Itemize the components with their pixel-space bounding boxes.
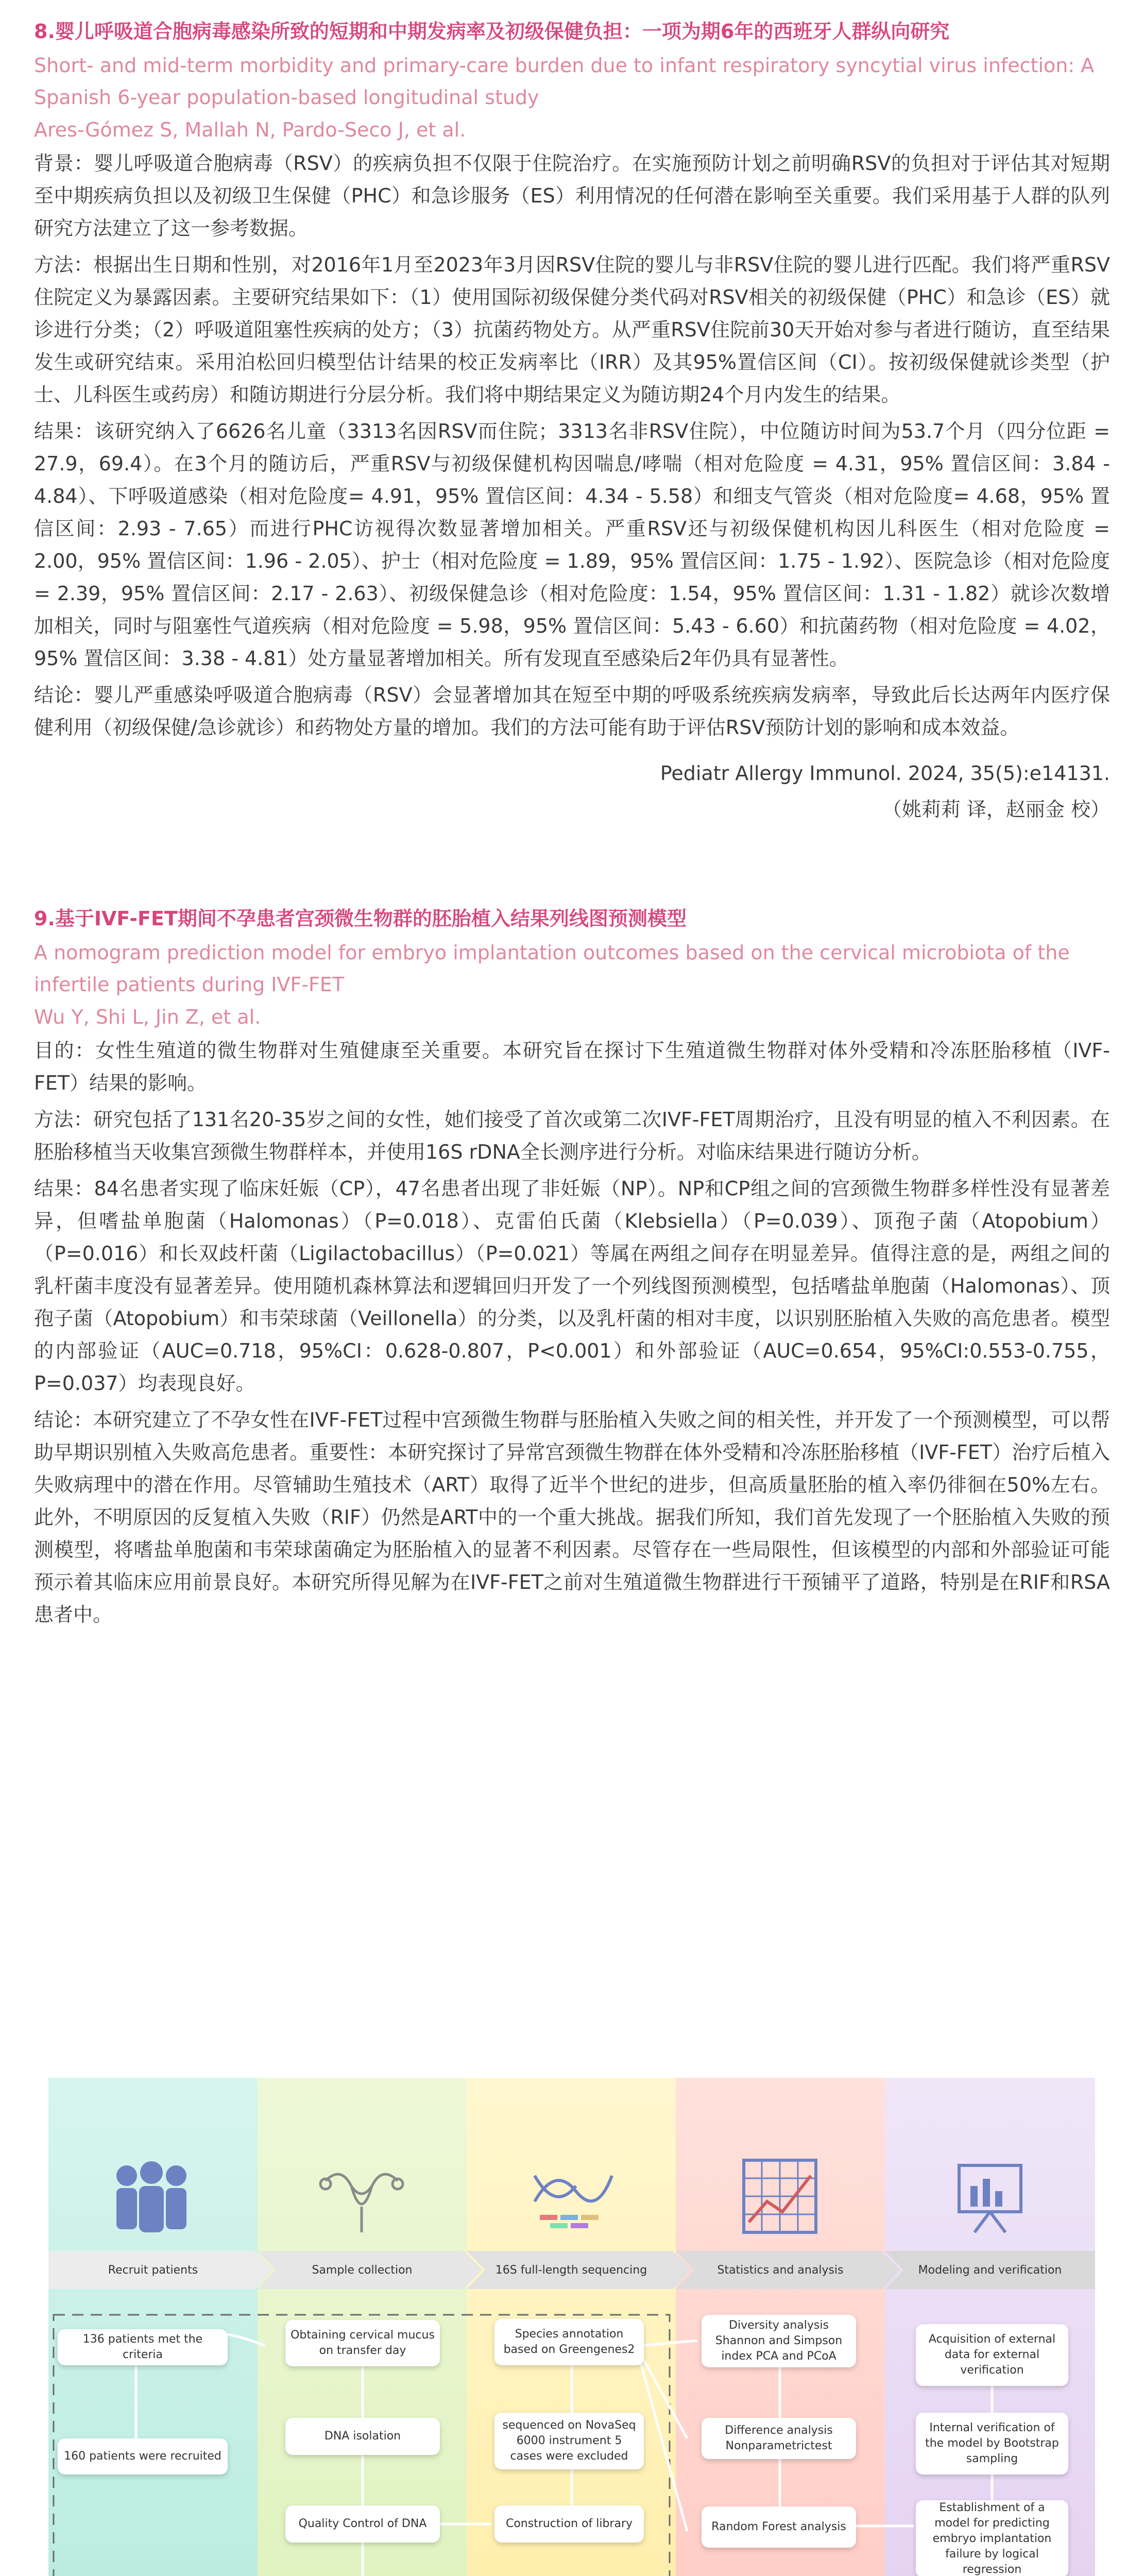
box-construction-library: Construction of library	[494, 2505, 644, 2543]
study-flow-diagram	[48, 2078, 1095, 2576]
article-2-results: 结果：84名患者实现了临床妊娠（CP），47名患者出现了非妊娠（NP）。NP和CP组之间的宫颈微生物群多样性没有显著差异，但嗜盐单胞菌（Halomonas）（P=0.018）、克雷伯氏菌（Klebsiella）（P=0.039）、顶孢子菌（Atopobium）（P=0.016）和长双歧杆菌（Ligilactobacillus）（P=0.021）等属在两组之间存在明显差异。值得注意的是，两组之间的乳杆菌丰度没有显著差异。使用随机森林算法和逻辑回归开发了一个列线图预测模型，包括嗜盐单胞菌（Halomonas）、顶孢子菌（Atopobium）和韦荣球菌（Veillonella）的分类，以及乳杆菌的相对丰度，以识别胚胎植入失败的高危患者。模型的内部验证（AUC=0.718，95%CI：0.628-0.807，P<0.001）和外部验证（AUC=0.654，95%CI:0.553-0.755，P=0.037）均表现良好。	[34, 1177, 1110, 1395]
box-difference-analysis: Difference analysis Nonparametrictest	[702, 2418, 856, 2459]
article-2-objective: 目的：女性生殖道的微生物群对生殖健康至关重要。本研究旨在探讨下生殖道微生物群对体外受精和冷冻胚胎移植（IVF-FET）结果的影响。	[34, 1039, 1110, 1094]
box-dna-isolation: DNA isolation	[285, 2418, 440, 2455]
box-obtaining-mucus: Obtaining cervical mucus on transfer day	[285, 2320, 440, 2366]
box-quality-control: Quality Control of DNA	[285, 2505, 440, 2543]
box-diversity-analysis: Diversity analysis Shannon and Simpson index PCA and PCoA	[702, 2315, 856, 2367]
article-1-authors: Ares-Gómez S, Mallah N, Pardo-Seco J, et al.	[34, 118, 466, 141]
article-1-conclusion: 结论：婴儿严重感染呼吸道合胞病毒（RSV）会显著增加其在短至中期的呼吸系统疾病发病率，导致此后长达两年内医疗保健利用（初级保健/急诊就诊）和药物处方量的增加。我们的方法可能有助于评估RSV预防计划的影响和成本效益。	[34, 684, 1110, 739]
article-2-methods: 方法：研究包括了131名20-35岁之间的女性，她们接受了首次或第二次IVF-FET周期治疗，且没有明显的植入不利因素。在胚胎移植当天收集宫颈微生物群样本，并使用16S rDNA全长测序进行分析。对临床结果进行随访分析。	[34, 1108, 1110, 1163]
article-1-methods: 方法：根据出生日期和性别，对2016年1月至2023年3月因RSV住院的婴儿与非RSV住院的婴儿进行匹配。我们将严重RSV住院定义为暴露因素。主要研究结果如下：（1）使用国际初级保健分类代码对RSV相关的初级保健（PHC）和急诊（ES）就诊进行分类；（2）呼吸道阻塞性疾病的处方；（3）抗菌药物处方。从严重RSV住院前30天开始对参与者进行随访，直至结果发生或研究结束。采用泊松回归模型估计结果的校正发病率比（IRR）及其95%置信区间（CI）。按初级保健就诊类型（护士、儿科医生或药房）和随访期进行分层分析。我们将中期结果定义为随访期24个月内发生的结果。	[34, 253, 1110, 406]
article-1-english-title[interactable]: Short- and mid-term morbidity and primary-care burden due to infant respiratory syncytial virus infection: A Spanish 6-year population-based longitudinal study	[34, 54, 1095, 109]
page-content	[34, 15, 1110, 1635]
article-1-background: 背景：婴儿呼吸道合胞病毒（RSV）的疾病负担不仅限于住院治疗。在实施预防计划之前明确RSV的负担对于评估其对短期至中期疾病负担以及初级卫生保健（PHC）和急诊服务（ES）利用情况的任何潜在影响至关重要。我们采用基于人群的队列研究方法建立了这一参考数据。	[34, 152, 1110, 240]
article-1-title: 8.婴儿呼吸道合胞病毒感染所致的短期和中期发病率及初级保健负担：一项为期6年的西班牙人群纵向研究	[34, 20, 950, 43]
box-establishment: Establishment of a model for predicting embryo implantation failure by logical regression	[916, 2500, 1068, 2576]
stage-label-recruit: Recruit patients	[108, 2263, 198, 2277]
article-2-title: 9.基于IVF-FET期间不孕患者宫颈微生物群的胚胎植入结果列线图预测模型	[34, 907, 687, 930]
box-acquisition: Acquisition of external data for external verification	[916, 2324, 1068, 2386]
box-random-forest: Random Forest analysis	[702, 2506, 856, 2548]
article-2-authors: Wu Y, Shi L, Jin Z, et al.	[34, 1006, 261, 1028]
article-1-translator: （姚莉莉 译，赵丽金 校）	[882, 798, 1110, 821]
people-icon	[100, 2155, 203, 2238]
box-internal-verification: Internal verification of the model by Bootstrap sampling	[916, 2413, 1068, 2475]
stage-label-modeling: Modeling and verification	[918, 2263, 1062, 2277]
box-patients-recruited: 160 patients were recruited	[58, 2438, 228, 2475]
stage-label-statistics: Statistics and analysis	[717, 2263, 844, 2277]
presentation-icon	[938, 2155, 1041, 2238]
stage-label-sequencing: 16S full-length sequencing	[495, 2263, 647, 2277]
box-patients-met: 136 patients met the criteria	[58, 2329, 228, 2365]
article-2-english-title[interactable]: A nomogram prediction model for embryo implantation outcomes based on the cervical microbiota of the infertile patients during IVF-FET	[34, 941, 1070, 996]
uterus-icon	[310, 2155, 413, 2238]
article-1-reference: Pediatr Allergy Immunol. 2024, 35(5):e14131.	[660, 762, 1110, 785]
stage-label-sample: Sample collection	[312, 2263, 413, 2277]
chart-icon	[728, 2155, 831, 2238]
dna-icon	[519, 2155, 622, 2238]
article-2-conclusion: 结论：本研究建立了不孕女性在IVF-FET过程中宫颈微生物群与胚胎植入失败之间的相关性，并开发了一个预测模型，可以帮助早期识别植入失败高危患者。重要性：本研究探讨了异常宫颈微生物群在体外受精和冷冻胚胎移植（IVF-FET）治疗后植入失败病理中的潜在作用。尽管辅助生殖技术（ART）取得了近半个世纪的进步，但高质量胚胎的植入率仍徘徊在50%左右。此外，不明原因的反复植入失败（RIF）仍然是ART中的一个重大挑战。据我们所知，我们首先发现了一个胚胎植入失败的预测模型，将嗜盐单胞菌和韦荣球菌确定为胚胎植入的显著不利因素。尽管存在一些局限性，但该模型的内部和外部验证可能预示着其临床应用前景良好。本研究所得见解为在IVF-FET之前对生殖道微生物群进行干预铺平了道路，特别是在RIF和RSA患者中。	[34, 1409, 1110, 1626]
box-sequenced: sequenced on NovaSeq 6000 instrument 5 cases were excluded	[494, 2413, 644, 2469]
article-1-results: 结果：该研究纳入了6626名儿童（3313名因RSV而住院；3313名非RSV住院），中位随访时间为53.7个月（四分位距 = 27.9，69.4）。在3个月的随访后，严重RSV与初级保健机构因喘息/哮喘（相对危险度 = 4.31，95% 置信区间：3.84 - 4.84）、下呼吸道感染（相对危险度= 4.91，95% 置信区间：4.34 - 5.58）和细支气管炎（相对危险度= 4.68，95% 置信区间：2.93 - 7.65）而进行PHC访视得次数显著增加相关。严重RSV还与初级保健机构因儿科医生（相对危险度 = 2.00，95% 置信区间：1.96 - 2.05）、护士（相对危险度 = 1.89，95% 置信区间：1.75 - 1.92）、医院急诊（相对危险度 = 2.39，95% 置信区间：2.17 - 2.63）、初级保健急诊（相对危险度：1.54，95% 置信区间：1.31 - 1.82）就诊次数增加相关，同时与阻塞性气道疾病（相对危险度 = 5.98，95% 置信区间：5.43 - 6.60）和抗菌药物（相对危险度 = 4.02，95% 置信区间：3.38 - 4.81）处方量显著增加相关。所有发现直至感染后2年仍具有显著性。	[34, 420, 1110, 670]
box-species-annotation: Species annotation based on Greengenes2	[494, 2319, 644, 2365]
